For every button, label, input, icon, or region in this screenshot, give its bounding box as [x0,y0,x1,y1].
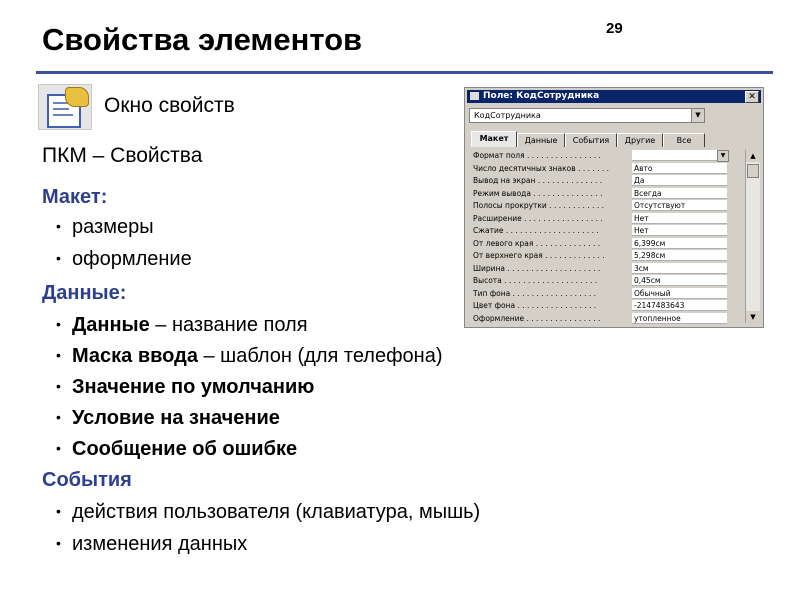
chevron-down-icon[interactable]: ▼ [691,109,704,122]
property-row[interactable]: Ширина . . . . . . . . . . . . . . . . . . . . 3см [471,263,749,276]
property-row[interactable]: Полосы прокрутки . . . . . . . . . . . . Отсутствуют [471,200,749,213]
list-item: • Значение по умолчанию [56,376,315,398]
tab-layout[interactable]: Макет [471,131,517,147]
properties-icon [38,84,92,130]
list-item: • размеры [56,216,154,238]
slide-number: 29 [606,20,623,37]
window-titlebar [467,90,761,103]
property-row[interactable]: Вывод на экран . . . . . . . . . . . . . . Да [471,175,749,188]
list-item: • Данные – название поля [56,314,308,336]
list-item: • Условие на значение [56,407,280,429]
property-row[interactable]: Тип фона . . . . . . . . . . . . . . . . . . Обычный [471,288,749,301]
slide-title: Свойства элементов [42,22,363,57]
property-row[interactable]: Высота . . . . . . . . . . . . . . . . . . . . 0,45см [471,275,749,288]
window-icon [470,92,479,100]
property-row[interactable]: Сжатие . . . . . . . . . . . . . . . . . . . . Нет [471,225,749,238]
close-button[interactable]: ✕ [745,91,759,103]
tab-all[interactable]: Все [663,133,705,147]
property-row[interactable]: Режим вывода . . . . . . . . . . . . . . . Всегда [471,188,749,201]
properties-window [464,87,764,328]
object-selector[interactable]: КодСотрудника ▼ [469,108,705,123]
hand-icon [65,87,89,107]
tab-data[interactable]: Данные [517,133,565,147]
property-row[interactable]: Формат поля . . . . . . . . . . . . . . . . ▼ [471,150,749,163]
scroll-thumb[interactable] [747,164,759,178]
title-divider [36,71,773,74]
pkm-line: ПКМ – Свойства [42,144,203,167]
property-row[interactable]: Расширение . . . . . . . . . . . . . . . . . Нет [471,213,749,226]
section-layout-title: Макет: [42,186,108,208]
icon-heading: Окно свойств [104,94,235,117]
list-item: • оформление [56,248,192,270]
property-row[interactable]: От левого края . . . . . . . . . . . . . . 6,399см [471,238,749,251]
list-item: • Маска ввода – шаблон (для телефона) [56,345,443,367]
section-events-title: События [42,469,132,491]
scroll-down-icon[interactable]: ▼ [746,311,760,323]
property-row[interactable]: От верхнего края . . . . . . . . . . . . . 5,298см [471,250,749,263]
property-row[interactable]: Цвет фона . . . . . . . . . . . . . . . . . -2147483643 [471,300,749,313]
tab-events[interactable]: События [565,133,617,147]
tab-other[interactable]: Другие [617,133,663,147]
list-item: • Сообщение об ошибке [56,438,298,460]
vertical-scrollbar[interactable] [745,150,760,323]
list-item: • действия пользователя (клавиатура, мышь) [56,501,481,523]
scroll-up-icon[interactable]: ▲ [746,150,760,162]
property-grid [471,150,749,323]
section-data-title: Данные: [42,282,127,304]
list-item: • изменения данных [56,533,248,555]
window-title: Поле: КодСотрудника [483,91,600,101]
property-row[interactable]: Число десятичных знаков . . . . . . . Авто [471,163,749,176]
property-row[interactable]: Оформление . . . . . . . . . . . . . . . . утопленное [471,313,749,326]
chevron-down-icon[interactable]: ▼ [717,150,729,162]
